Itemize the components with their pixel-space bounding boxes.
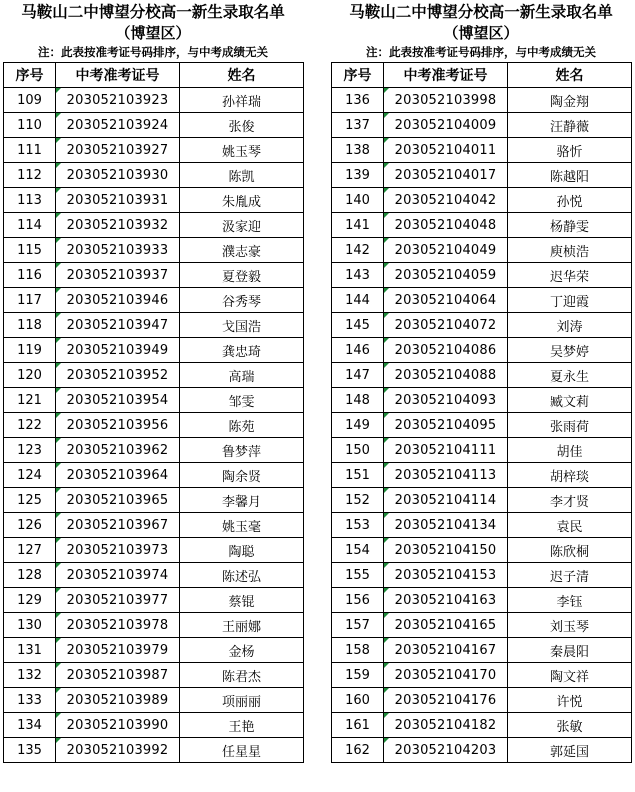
- cell-exam-no: 203052103930: [56, 163, 180, 188]
- cell-name: 臧文莉: [508, 388, 632, 413]
- cell-seq: 160: [332, 688, 384, 713]
- table-header-row: [4, 63, 304, 88]
- cell-name: 迟华荣: [508, 263, 632, 288]
- cell-exam-no: 203052104048: [384, 213, 508, 238]
- cell-exam-no: 203052104165: [384, 613, 508, 638]
- cell-exam-no: 203052104114: [384, 488, 508, 513]
- cell-seq: 143: [332, 263, 384, 288]
- table-row: [332, 588, 632, 613]
- cell-seq: 138: [332, 138, 384, 163]
- column-header-exam-no: 中考准考证号: [56, 63, 180, 88]
- table-row: [4, 163, 304, 188]
- cell-exam-no: 203052104093: [384, 388, 508, 413]
- cell-name: 袁民: [508, 513, 632, 538]
- cell-name: 蔡锟: [180, 588, 304, 613]
- page-subtitle: （博望区）: [443, 24, 519, 42]
- cell-seq: 157: [332, 613, 384, 638]
- cell-name: 李钰: [508, 588, 632, 613]
- table-row: [4, 238, 304, 263]
- roster-panel-left: [3, 0, 303, 763]
- table-row: [4, 563, 304, 588]
- cell-name: 陶金翔: [508, 88, 632, 113]
- table-row: [332, 738, 632, 763]
- cell-seq: 162: [332, 738, 384, 763]
- cell-exam-no: 203052104182: [384, 713, 508, 738]
- cell-name: 鲁梦萍: [180, 438, 304, 463]
- cell-seq: 110: [4, 113, 56, 138]
- table-row: [332, 688, 632, 713]
- cell-seq: 159: [332, 663, 384, 688]
- cell-seq: 120: [4, 363, 56, 388]
- cell-seq: 133: [4, 688, 56, 713]
- table-row: [332, 213, 632, 238]
- cell-exam-no: 203052104064: [384, 288, 508, 313]
- cell-exam-no: 203052103932: [56, 213, 180, 238]
- cell-name: 陶聪: [180, 538, 304, 563]
- cell-exam-no: 203052103947: [56, 313, 180, 338]
- cell-exam-no: 203052103978: [56, 613, 180, 638]
- cell-exam-no: 203052103924: [56, 113, 180, 138]
- table-row: [4, 88, 304, 113]
- cell-seq: 124: [4, 463, 56, 488]
- table-row: [332, 238, 632, 263]
- cell-seq: 149: [332, 413, 384, 438]
- cell-name: 项丽丽: [180, 688, 304, 713]
- cell-seq: 155: [332, 563, 384, 588]
- table-row: [4, 138, 304, 163]
- cell-seq: 158: [332, 638, 384, 663]
- roster-body: [332, 88, 632, 763]
- cell-name: 刘玉琴: [508, 613, 632, 638]
- column-header-name: 姓名: [180, 63, 304, 88]
- cell-seq: 109: [4, 88, 56, 113]
- cell-exam-no: 203052103967: [56, 513, 180, 538]
- cell-exam-no: 203052103974: [56, 563, 180, 588]
- table-row: [4, 288, 304, 313]
- table-row: [332, 538, 632, 563]
- table-row: [332, 288, 632, 313]
- cell-name: 汪静薇: [508, 113, 632, 138]
- cell-exam-no: 203052104086: [384, 338, 508, 363]
- cell-exam-no: 203052103946: [56, 288, 180, 313]
- table-row: [332, 663, 632, 688]
- cell-exam-no: 203052103998: [384, 88, 508, 113]
- cell-seq: 137: [332, 113, 384, 138]
- column-header-seq: 序号: [4, 63, 56, 88]
- cell-exam-no: 203052104170: [384, 663, 508, 688]
- cell-seq: 154: [332, 538, 384, 563]
- column-header-seq: 序号: [332, 63, 384, 88]
- cell-name: 孙悦: [508, 188, 632, 213]
- cell-seq: 114: [4, 213, 56, 238]
- cell-name: 秦晨阳: [508, 638, 632, 663]
- cell-exam-no: 203052103923: [56, 88, 180, 113]
- cell-exam-no: 203052103962: [56, 438, 180, 463]
- cell-name: 迟子清: [508, 563, 632, 588]
- cell-seq: 134: [4, 713, 56, 738]
- table-header-row: [332, 63, 632, 88]
- cell-seq: 152: [332, 488, 384, 513]
- cell-seq: 112: [4, 163, 56, 188]
- cell-seq: 139: [332, 163, 384, 188]
- cell-exam-no: 203052103931: [56, 188, 180, 213]
- cell-name: 庾桢浩: [508, 238, 632, 263]
- table-row: [4, 463, 304, 488]
- cell-name: 丁迎霞: [508, 288, 632, 313]
- cell-seq: 129: [4, 588, 56, 613]
- table-row: [4, 538, 304, 563]
- table-row: [332, 88, 632, 113]
- table-row: [4, 513, 304, 538]
- cell-name: 张雨荷: [508, 413, 632, 438]
- table-row: [332, 388, 632, 413]
- table-row: [4, 188, 304, 213]
- cell-name: 朱胤成: [180, 188, 304, 213]
- cell-name: 陈欣桐: [508, 538, 632, 563]
- table-row: [332, 263, 632, 288]
- cell-seq: 142: [332, 238, 384, 263]
- cell-exam-no: 203052104150: [384, 538, 508, 563]
- cell-name: 杨静雯: [508, 213, 632, 238]
- table-row: [4, 363, 304, 388]
- roster-body: [4, 88, 304, 763]
- cell-exam-no: 203052103949: [56, 338, 180, 363]
- cell-name: 陶文祥: [508, 663, 632, 688]
- table-row: [332, 413, 632, 438]
- cell-exam-no: 203052104017: [384, 163, 508, 188]
- cell-seq: 161: [332, 713, 384, 738]
- table-row: [4, 663, 304, 688]
- cell-name: 邹雯: [180, 388, 304, 413]
- cell-name: 陈越阳: [508, 163, 632, 188]
- cell-seq: 153: [332, 513, 384, 538]
- cell-seq: 125: [4, 488, 56, 513]
- cell-seq: 119: [4, 338, 56, 363]
- cell-seq: 147: [332, 363, 384, 388]
- table-row: [332, 488, 632, 513]
- cell-seq: 156: [332, 588, 384, 613]
- table-row: [4, 638, 304, 663]
- cell-seq: 116: [4, 263, 56, 288]
- cell-exam-no: 203052103937: [56, 263, 180, 288]
- cell-exam-no: 203052103952: [56, 363, 180, 388]
- cell-seq: 115: [4, 238, 56, 263]
- cell-seq: 117: [4, 288, 56, 313]
- cell-exam-no: 203052104059: [384, 263, 508, 288]
- cell-name: 刘涛: [508, 313, 632, 338]
- table-row: [332, 463, 632, 488]
- cell-name: 陈凯: [180, 163, 304, 188]
- cell-seq: 111: [4, 138, 56, 163]
- cell-name: 金杨: [180, 638, 304, 663]
- cell-exam-no: 203052104042: [384, 188, 508, 213]
- cell-seq: 123: [4, 438, 56, 463]
- table-row: [332, 188, 632, 213]
- cell-seq: 144: [332, 288, 384, 313]
- cell-seq: 136: [332, 88, 384, 113]
- cell-exam-no: 203052104049: [384, 238, 508, 263]
- table-row: [332, 613, 632, 638]
- cell-name: 戈国浩: [180, 313, 304, 338]
- table-row: [4, 338, 304, 363]
- cell-name: 张敏: [508, 713, 632, 738]
- cell-exam-no: 203052104153: [384, 563, 508, 588]
- cell-seq: 132: [4, 663, 56, 688]
- cell-exam-no: 203052104095: [384, 413, 508, 438]
- cell-name: 陈君杰: [180, 663, 304, 688]
- table-row: [4, 263, 304, 288]
- cell-seq: 151: [332, 463, 384, 488]
- table-row: [332, 363, 632, 388]
- column-header-exam-no: 中考准考证号: [384, 63, 508, 88]
- cell-exam-no: 203052104072: [384, 313, 508, 338]
- cell-name: 姚玉琴: [180, 138, 304, 163]
- cell-seq: 140: [332, 188, 384, 213]
- cell-name: 陶余贤: [180, 463, 304, 488]
- table-row: [4, 488, 304, 513]
- cell-name: 龚忠琦: [180, 338, 304, 363]
- cell-name: 陈苑: [180, 413, 304, 438]
- cell-name: 高瑞: [180, 363, 304, 388]
- table-row: [4, 313, 304, 338]
- table-row: [4, 688, 304, 713]
- cell-name: 李馨月: [180, 488, 304, 513]
- table-row: [332, 338, 632, 363]
- table-row: [4, 713, 304, 738]
- table-row: [332, 563, 632, 588]
- cell-exam-no: 203052103987: [56, 663, 180, 688]
- table-row: [332, 313, 632, 338]
- cell-exam-no: 203052104111: [384, 438, 508, 463]
- cell-exam-no: 203052103990: [56, 713, 180, 738]
- cell-exam-no: 203052103979: [56, 638, 180, 663]
- table-row: [332, 713, 632, 738]
- cell-name: 孙祥瑞: [180, 88, 304, 113]
- cell-name: 谷秀琴: [180, 288, 304, 313]
- cell-exam-no: 203052103927: [56, 138, 180, 163]
- cell-exam-no: 203052103992: [56, 738, 180, 763]
- cell-seq: 148: [332, 388, 384, 413]
- cell-name: 陈述弘: [180, 563, 304, 588]
- roster-table-left: [3, 62, 304, 763]
- cell-name: 郭延国: [508, 738, 632, 763]
- cell-exam-no: 203052104167: [384, 638, 508, 663]
- table-row: [4, 588, 304, 613]
- cell-exam-no: 203052103965: [56, 488, 180, 513]
- table-row: [332, 113, 632, 138]
- table-row: [4, 738, 304, 763]
- cell-name: 胡佳: [508, 438, 632, 463]
- cell-exam-no: 203052103973: [56, 538, 180, 563]
- cell-name: 李才贤: [508, 488, 632, 513]
- cell-exam-no: 203052104176: [384, 688, 508, 713]
- cell-name: 骆忻: [508, 138, 632, 163]
- cell-seq: 131: [4, 638, 56, 663]
- cell-seq: 145: [332, 313, 384, 338]
- cell-exam-no: 203052103989: [56, 688, 180, 713]
- cell-name: 姚玉毫: [180, 513, 304, 538]
- cell-seq: 127: [4, 538, 56, 563]
- table-row: [4, 438, 304, 463]
- table-row: [332, 638, 632, 663]
- cell-name: 濮志豪: [180, 238, 304, 263]
- cell-name: 吴梦婷: [508, 338, 632, 363]
- table-row: [332, 513, 632, 538]
- cell-name: 王艳: [180, 713, 304, 738]
- cell-exam-no: 203052103933: [56, 238, 180, 263]
- table-row: [332, 138, 632, 163]
- cell-name: 王丽娜: [180, 613, 304, 638]
- table-row: [332, 438, 632, 463]
- table-row: [4, 413, 304, 438]
- table-row: [4, 388, 304, 413]
- table-row: [4, 213, 304, 238]
- cell-seq: 130: [4, 613, 56, 638]
- cell-exam-no: 203052104163: [384, 588, 508, 613]
- page-title: 马鞍山二中博望分校高一新生录取名单: [21, 3, 285, 21]
- cell-exam-no: 203052104011: [384, 138, 508, 163]
- cell-name: 夏登毅: [180, 263, 304, 288]
- cell-seq: 150: [332, 438, 384, 463]
- page-subtitle: （博望区）: [115, 24, 191, 42]
- sort-note: 注：此表按准考证号码排序，与中考成绩无关: [366, 45, 596, 59]
- cell-exam-no: 203052103964: [56, 463, 180, 488]
- cell-exam-no: 203052104134: [384, 513, 508, 538]
- cell-name: 任星星: [180, 738, 304, 763]
- cell-seq: 128: [4, 563, 56, 588]
- table-row: [4, 113, 304, 138]
- sort-note: 注：此表按准考证号码排序，与中考成绩无关: [38, 45, 268, 59]
- cell-seq: 122: [4, 413, 56, 438]
- page-title: 马鞍山二中博望分校高一新生录取名单: [349, 3, 613, 21]
- cell-seq: 141: [332, 213, 384, 238]
- roster-panel-right: [331, 0, 631, 763]
- cell-exam-no: 203052104203: [384, 738, 508, 763]
- cell-exam-no: 203052103954: [56, 388, 180, 413]
- cell-seq: 146: [332, 338, 384, 363]
- cell-exam-no: 203052103977: [56, 588, 180, 613]
- cell-name: 许悦: [508, 688, 632, 713]
- column-header-name: 姓名: [508, 63, 632, 88]
- cell-exam-no: 203052104009: [384, 113, 508, 138]
- table-row: [4, 613, 304, 638]
- cell-seq: 135: [4, 738, 56, 763]
- cell-exam-no: 203052103956: [56, 413, 180, 438]
- table-row: [332, 163, 632, 188]
- cell-seq: 113: [4, 188, 56, 213]
- cell-seq: 118: [4, 313, 56, 338]
- cell-seq: 121: [4, 388, 56, 413]
- cell-name: 胡梓琰: [508, 463, 632, 488]
- cell-name: 张俊: [180, 113, 304, 138]
- cell-seq: 126: [4, 513, 56, 538]
- cell-name: 夏永生: [508, 363, 632, 388]
- cell-exam-no: 203052104113: [384, 463, 508, 488]
- roster-table-right: [331, 62, 632, 763]
- cell-exam-no: 203052104088: [384, 363, 508, 388]
- cell-name: 汲家迎: [180, 213, 304, 238]
